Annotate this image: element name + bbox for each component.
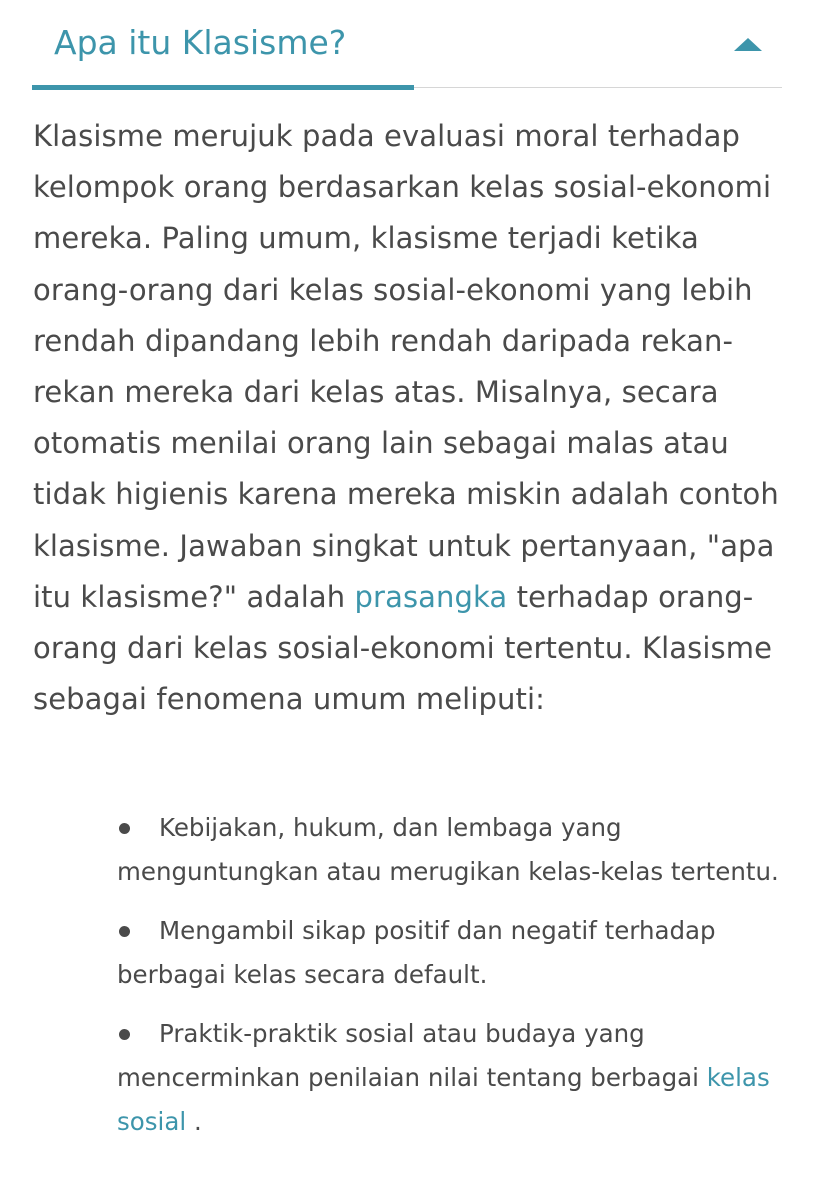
bullet-icon <box>119 1029 130 1040</box>
kelas-sosial-link[interactable]: kelas sosial <box>117 1063 770 1136</box>
list-item-text: Mengambil sikap positif dan negatif terhadap berbagai kelas secara default. <box>117 916 716 989</box>
section-title: Apa itu Klasisme? <box>54 23 347 62</box>
title-underline-accent <box>32 85 414 90</box>
phenomena-list <box>115 806 795 1159</box>
paragraph-text-end: terhadap orang-orang dari kelas sosial-ekonomi tertentu. Klasisme sebagai fenomena umum meliputi: <box>33 579 773 717</box>
paragraph-text: Klasisme merujuk pada evaluasi moral terhadap kelompok orang berdasarkan kelas sosial-ekonomi mereka. Paling umum, klasisme terjadi ketika orang-orang dari kelas sosial-ekonomi yang lebih rendah dipandang lebih rendah daripada rekan-rekan mereka dari kelas atas. Misalnya, secara otomatis menilai orang lain sebagai malas atau tidak higienis karena mereka miskin adalah contoh klasisme. Jawaban singkat untuk pertanyaan, "apa itu klasisme?" adalah <box>33 119 779 614</box>
definition-paragraph <box>33 111 793 725</box>
list-item <box>115 806 795 894</box>
prasangka-link[interactable]: prasangka <box>354 579 508 614</box>
list-item <box>115 909 795 997</box>
bullet-icon <box>119 823 130 834</box>
list-item-text-end: . <box>186 1107 202 1136</box>
list-item-text: Praktik-praktik sosial atau budaya yang mencerminkan penilaian nilai tentang berbagai <box>117 1019 707 1092</box>
bullet-icon <box>119 926 130 937</box>
caret-up-icon <box>734 38 762 51</box>
collapse-toggle-button[interactable] <box>732 22 782 66</box>
list-item <box>115 1012 795 1144</box>
list-item-text: Kebijakan, hukum, dan lembaga yang menguntungkan atau merugikan kelas-kelas tertentu. <box>117 813 779 886</box>
accordion-header[interactable] <box>32 0 782 90</box>
